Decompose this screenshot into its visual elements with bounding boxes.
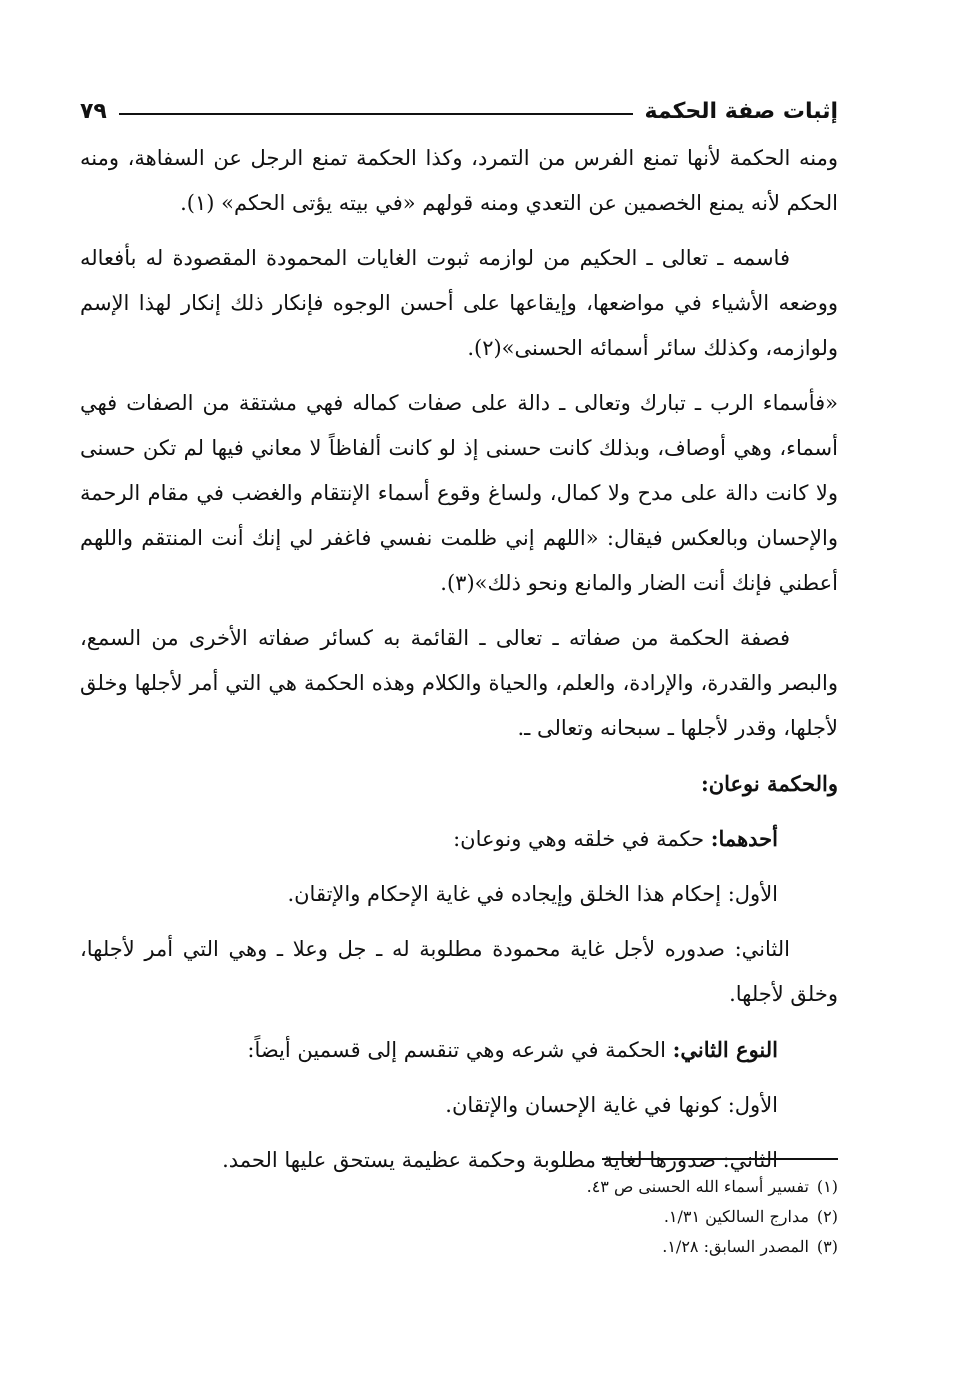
footnote-text: المصدر السابق: ١/٢٨. — [662, 1237, 809, 1256]
second-kind-text: الحكمة في شرعه وهي تنقسم إلى قسمين أيضاً: — [247, 1038, 666, 1062]
paragraph-4: فصفة الحكمة من صفاته ـ تعالى ـ القائمة به كسائر صفاته الأخرى من السمع، والبصر والقدرة، والإرادة، والعلم، والحياة والكلام وهذه الحكمة هي التي أمر لأجلها وخلق لأجلها، وقدر لأجلها ـ سبحانه وتعالى ـ. — [80, 626, 838, 740]
book-page — [80, 86, 838, 1193]
kinds-heading: والحكمة نوعان: — [700, 771, 838, 796]
paragraph-3: «فأسماء الرب ـ تبارك وتعالى ـ دالة على صفات كماله فهي مشتقة من الصفات فهي أسماء، وهي أوصاف، وبذلك كانت حسنى إذ لو كانت ألفاظاً لا معاني فيها لم تكن حسنى ولا كانت دالة على مدح ولا كمال، ولساغ وقوع أسماء الإنتقام والغضب في مقام الرحمة والإحسان وبالعكس فيقال: «اللهم إني ظلمت نفسي فاغفر لي إنك أنت المنتقم واللهم أعطني فإنك أنت الضار والمانع ونحو ذلك»(٣). — [80, 391, 838, 595]
first-kind-b: الثاني: صدوره لأجل غاية محمودة مطلوبة له ـ جل وعلا ـ وهي التي أمر لأجلها، وخلق لأجلها. — [80, 937, 838, 1006]
footnote-2 — [80, 1202, 838, 1232]
header-rule — [119, 113, 633, 115]
second-kind — [80, 1027, 838, 1073]
second-kind-lead: النوع الثاني: — [672, 1037, 778, 1062]
first-kind-text: حكمة في خلقه وهي ونوعان: — [453, 827, 705, 851]
footnote-mark: (٣) — [816, 1237, 838, 1256]
first-kind-a: الأول: إحكام هذا الخلق وإيجاده في غاية الإحكام والإتقان. — [287, 882, 778, 906]
running-header — [80, 86, 838, 136]
first-kind — [80, 816, 838, 862]
second-kind-b: الثاني: صدورها لغاية مطلوبة وحكمة عظيمة يستحق عليها الحمد. — [222, 1148, 778, 1172]
footnote-mark: (١) — [816, 1177, 838, 1196]
footnote-text: تفسير أسماء الله الحسنى ص ٤٣. — [586, 1177, 809, 1196]
body-text — [80, 136, 838, 1183]
footnotes — [80, 1158, 838, 1262]
chapter-title: إثبات صفة الحكمة — [644, 98, 838, 124]
first-kind-lead: أحدهما: — [710, 826, 778, 851]
footnote-text: مدارج السالكين ١/٣١. — [663, 1207, 809, 1226]
footnote-1 — [80, 1172, 838, 1202]
footnote-3 — [80, 1232, 838, 1262]
footnote-rule — [602, 1158, 838, 1160]
paragraph-1: ومنه الحكمة لأنها تمنع الفرس من التمرد، وكذا الحكمة تمنع الرجل عن السفاهة، ومنه الحكم لأنه يمنع الخصمين عن التعدي ومنه قولهم «في بيته يؤتى الحكم» (١). — [80, 146, 838, 215]
paragraph-2: فاسمه ـ تعالى ـ الحكيم من لوازمه ثبوت الغايات المحمودة المقصودة له بأفعاله ووضعه الأشياء في مواضعها، وإيقاعها على أحسن الوجوه فإنكار ذلك إنكار لهذا الإسم ولوازمه، وكذلك سائر أسمائه الحسنى»(٢). — [80, 246, 838, 360]
page-number: ٧٩ — [80, 98, 107, 124]
second-kind-a: الأول: كونها في غاية الإحسان والإتقان. — [445, 1093, 778, 1117]
footnote-mark: (٢) — [816, 1207, 838, 1226]
